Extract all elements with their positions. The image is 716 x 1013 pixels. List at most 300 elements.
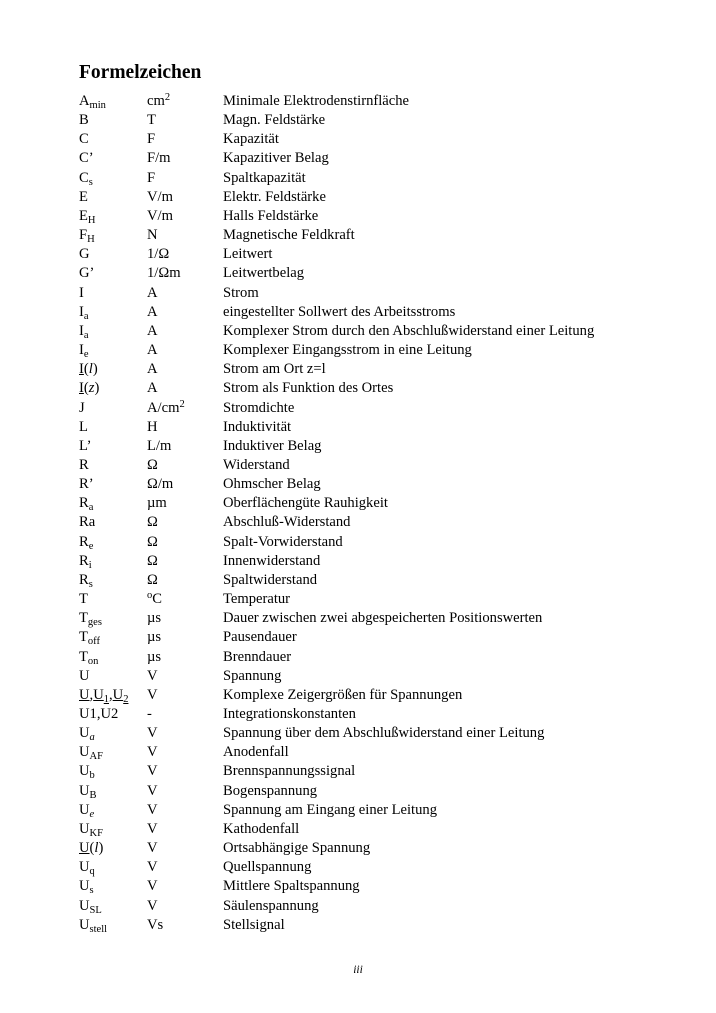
symbol-row (79, 724, 679, 743)
symbol-cell (79, 571, 93, 590)
symbol-base: U (79, 725, 90, 742)
unit-base: V (147, 782, 158, 799)
unit-cell (147, 552, 158, 571)
unit-base: µs (147, 648, 162, 665)
symbol-subscript: AF (89, 751, 103, 763)
symbol-row (79, 399, 679, 418)
symbol-base: U (79, 763, 90, 780)
symbol-row (79, 552, 679, 571)
symbol-base: R (79, 495, 89, 512)
symbol-base: U (79, 744, 90, 761)
symbol-cell (79, 877, 94, 896)
unit-base: A (147, 380, 158, 397)
unit-base: µs (147, 629, 162, 646)
description-cell: Induktivität (223, 418, 292, 435)
symbol-row (79, 245, 679, 264)
symbol-cell (79, 111, 89, 130)
unit-cell (147, 207, 173, 226)
symbol-subscript: a (88, 502, 94, 514)
symbol-cell (79, 782, 97, 801)
description-cell: Temperatur (223, 591, 291, 608)
description-cell: Strom als Funktion des Ortes (223, 380, 394, 397)
unit-cell (147, 609, 161, 628)
symbol-argument: z (88, 380, 95, 397)
unit-superscript: 2 (164, 92, 171, 103)
symbol-base: R (79, 552, 89, 569)
symbol-subscript: s (88, 578, 93, 590)
unit-base: µs (147, 610, 162, 627)
unit-cell (147, 686, 158, 705)
symbol-cell (79, 149, 94, 168)
description-cell: Säulenspannung (223, 897, 319, 914)
unit-cell (147, 188, 173, 207)
symbol-base: I (79, 284, 84, 301)
unit-cell (147, 858, 158, 877)
description-cell: Minimale Elektrodenstirnfläche (223, 93, 410, 109)
symbol-subscript: i (88, 559, 92, 571)
symbol-base: U (79, 667, 90, 684)
unit-cell (147, 820, 158, 839)
unit-base: A (147, 284, 158, 301)
symbol-row (79, 379, 679, 398)
symbol-base: R (79, 533, 89, 550)
symbol-subscript: H (87, 234, 95, 246)
description-cell: Magnetische Feldkraft (223, 227, 355, 244)
unit-base: N (147, 227, 158, 244)
symbol-row (79, 207, 679, 226)
description-cell: Induktiver Belag (223, 437, 322, 454)
unit-cell (147, 341, 158, 360)
unit-base: H (147, 418, 158, 435)
symbol-cell (79, 475, 94, 494)
description-cell: Kathodenfall (223, 820, 300, 837)
description-cell: Leitwertbelag (223, 265, 305, 282)
symbol-row (79, 456, 679, 475)
symbol-cell (79, 628, 100, 647)
symbol-row (79, 322, 679, 341)
symbol-base: R (79, 571, 89, 588)
unit-superscript: 2 (179, 398, 185, 410)
description-cell: Dauer zwischen zwei abgespeicherten Positionswerten (223, 610, 543, 627)
symbol-subscript: s (89, 885, 94, 897)
unit-cell (147, 418, 158, 437)
symbol-subscript: ges (87, 617, 102, 629)
unit-base: C (152, 591, 162, 608)
unit-cell (147, 513, 158, 532)
symbol-cell (79, 437, 91, 456)
description-cell: Strom am Ort z=l (223, 361, 326, 378)
symbol-cell (79, 552, 92, 571)
unit-cell (147, 475, 173, 494)
symbol-cell: $U,U_1,U_2$ (79, 686, 129, 705)
symbol-cell: U(l) (79, 840, 104, 857)
symbol-subscript: H (87, 214, 96, 226)
symbol-base: B (79, 112, 89, 129)
unit-cell (147, 877, 158, 896)
page-title: Formelzeichen (79, 62, 202, 83)
unit-base: Ω (147, 571, 158, 588)
symbol-base: C (79, 169, 89, 186)
unit-cell (147, 762, 158, 781)
unit-cell (147, 628, 161, 647)
symbol-row (79, 92, 679, 111)
symbol-base: G’ (79, 265, 95, 282)
unit-base: 1/Ω (147, 246, 170, 263)
unit-base: V (147, 878, 158, 895)
description-cell: Spannung (223, 667, 282, 684)
symbol-base: F (79, 227, 88, 244)
symbol-row (79, 877, 679, 896)
unit-base: A (147, 303, 158, 320)
symbol-row (79, 820, 679, 839)
unit-base: T (147, 112, 156, 129)
symbol-row (79, 130, 679, 149)
symbol-argument: l (94, 840, 99, 857)
symbol-row (79, 111, 679, 130)
unit-cell (147, 303, 158, 322)
unit-base: V/m (147, 188, 173, 205)
symbol-cell (79, 245, 90, 264)
symbol-row (79, 686, 679, 705)
symbol-row (79, 284, 679, 303)
unit-base: V (147, 897, 158, 914)
unit-base: F (147, 169, 156, 186)
symbol-row (79, 743, 679, 762)
unit-cell (147, 130, 155, 149)
unit-cell (147, 284, 158, 303)
symbol-cell (79, 264, 94, 283)
unit-base: V (147, 801, 158, 818)
symbol-cell (79, 897, 102, 916)
symbol-row (79, 149, 679, 168)
page-number: iii (353, 964, 363, 976)
description-cell: Spannung am Eingang einer Leitung (223, 801, 437, 818)
description-cell: Widerstand (223, 456, 290, 473)
unit-cell (147, 494, 167, 513)
unit-base: µm (147, 495, 167, 512)
description-cell: Leitwert (223, 246, 273, 263)
symbol-row (79, 648, 679, 667)
symbol-subscript: min (89, 100, 106, 111)
unit-cell (147, 916, 163, 935)
unit-cell (147, 149, 171, 168)
description-cell: Spaltkapazität (223, 169, 306, 186)
unit-superscript: o (147, 590, 153, 602)
symbol-row (79, 264, 679, 283)
symbol-base: I (79, 342, 84, 359)
unit-cell (147, 782, 158, 801)
symbol-subscript: a (83, 329, 89, 341)
description-cell: Ohmscher Belag (223, 476, 321, 493)
unit-base: L/m (147, 437, 172, 454)
symbol-subscript: off (87, 636, 100, 648)
unit-base: Ω/m (147, 476, 174, 493)
unit-base: V (147, 667, 158, 684)
symbol-cell (79, 648, 98, 667)
symbol-cell (79, 590, 88, 609)
symbol-row (79, 839, 679, 858)
symbol-cell (79, 399, 85, 418)
symbol-row (79, 705, 679, 724)
description-cell: Kapazitiver Belag (223, 150, 329, 167)
unit-base: 1/Ωm (147, 265, 181, 282)
description-cell: Spannung über dem Abschlußwiderstand einer Leitung (223, 725, 545, 742)
unit-base: V (147, 859, 158, 876)
symbol-row (79, 897, 679, 916)
unit-cell (147, 111, 156, 130)
symbol-row (79, 303, 679, 322)
description-cell: Spaltwiderstand (223, 571, 318, 588)
symbol-base: U (112, 686, 124, 703)
unit-base: F/m (147, 150, 171, 167)
unit-cell (147, 590, 162, 609)
symbol-cell (79, 284, 84, 303)
symbol-subscript: a (89, 732, 95, 744)
unit-cell (147, 571, 158, 590)
symbol-cell (79, 169, 93, 188)
unit-base: Ω (147, 456, 158, 473)
unit-cell (147, 456, 158, 475)
symbol-subscript: a (83, 310, 89, 322)
description-cell: Spalt-Vorwiderstand (223, 533, 343, 550)
description-cell: Pausendauer (223, 629, 297, 646)
symbol-base: U (79, 878, 90, 895)
description-cell: Halls Feldstärke (223, 207, 319, 224)
symbol-row (79, 533, 679, 552)
symbol-row (79, 801, 679, 820)
symbol-base: I (79, 303, 84, 320)
unit-base: V (147, 820, 158, 837)
symbol-cell (79, 705, 118, 724)
symbol-base: G (79, 246, 90, 263)
symbol-base: R (79, 456, 89, 473)
symbol-cell (79, 743, 103, 762)
symbol-cell (79, 820, 103, 839)
unit-base: V/m (147, 207, 173, 224)
unit-cell (147, 801, 158, 820)
symbol-cell (79, 130, 89, 149)
symbol-base: T (79, 629, 88, 646)
description-cell: Magn. Feldstärke (223, 112, 326, 129)
symbol-base: U (79, 686, 90, 703)
symbol-cell (79, 858, 95, 877)
unit-cell (147, 648, 161, 667)
symbol-row (79, 437, 679, 456)
symbol-row (79, 628, 679, 647)
unit-base: V (147, 725, 158, 742)
unit-base: V (147, 763, 158, 780)
symbol-row (79, 590, 679, 609)
symbol-base: C’ (79, 150, 94, 167)
symbol-row (79, 475, 679, 494)
symbol-cell (79, 513, 95, 532)
symbol-cell (79, 801, 94, 820)
description-cell: Komplexer Strom durch den Abschlußwiderstand einer Leitung (223, 322, 595, 339)
description-cell: eingestellter Sollwert des Arbeitsstroms (223, 303, 456, 320)
description-cell: Komplexe Zeigergrößen für Spannungen (223, 686, 463, 703)
symbol-base: U1,U2 (79, 706, 119, 722)
symbol-subscript: s (88, 176, 93, 188)
symbol-row (79, 169, 679, 188)
description-cell: Brennspannungssignal (223, 763, 356, 780)
symbol-base: U (79, 782, 90, 799)
unit-base: Ω (147, 552, 158, 569)
description-cell: Mittlere Spaltspannung (223, 878, 360, 895)
symbol-cell (79, 207, 96, 226)
symbol-base: I (79, 361, 84, 378)
symbol-row (79, 360, 679, 379)
unit-base: V (147, 840, 158, 857)
unit-base: Ω (147, 514, 158, 531)
symbol-cell (79, 609, 102, 628)
symbol-base: I (79, 380, 84, 397)
description-cell: Bogenspannung (223, 782, 318, 799)
description-cell: Stromdichte (223, 399, 295, 416)
symbol-base: C (79, 131, 89, 148)
symbol-cell (79, 226, 95, 245)
unit-cell (147, 705, 152, 724)
symbol-cell (79, 724, 95, 743)
symbol-subscript: SL (89, 904, 102, 916)
description-cell: Ortsabhängige Spannung (223, 840, 371, 857)
symbol-base: U (79, 840, 90, 857)
description-cell: Komplexer Eingangsstrom in eine Leitung (223, 342, 472, 359)
symbol-row (79, 762, 679, 781)
unit-cell (147, 322, 158, 341)
unit-base: A/cm (147, 399, 180, 416)
symbol-base: U (79, 820, 90, 837)
description-cell: Brenndauer (223, 648, 292, 665)
symbol-cell (79, 341, 89, 360)
symbol-base: T (79, 610, 88, 627)
symbol-subscript: e (83, 349, 89, 361)
unit-base: V (147, 744, 158, 761)
symbol-row (79, 667, 679, 686)
symbol-row (79, 513, 679, 532)
unit-base: - (147, 706, 152, 722)
description-cell: Abschluß-Widerstand (223, 514, 351, 531)
unit-base: cm (147, 93, 165, 109)
symbol-cell (79, 533, 93, 552)
unit-base: V (147, 686, 158, 703)
symbol-table (79, 92, 679, 935)
symbol-cell (79, 456, 89, 475)
unit-cell (147, 264, 181, 283)
symbol-subscript: e (88, 540, 94, 552)
symbol-row (79, 571, 679, 590)
unit-cell (147, 533, 158, 552)
symbol-row (79, 226, 679, 245)
symbol-row (79, 341, 679, 360)
symbol-row (79, 188, 679, 207)
symbol-cell: I(z) (79, 380, 100, 397)
description-cell: Elektr. Feldstärke (223, 188, 326, 205)
unit-base: Ω (147, 533, 158, 550)
symbol-base: R’ (79, 476, 94, 493)
description-cell: Anodenfall (223, 744, 289, 761)
symbol-row (79, 858, 679, 877)
description-cell: Oberflächengüte Rauhigkeit (223, 495, 388, 512)
unit-base: A (147, 361, 158, 378)
unit-cell (147, 743, 158, 762)
symbol-base: T (79, 648, 88, 665)
symbol-base: E (79, 207, 88, 224)
description-cell: Kapazität (223, 131, 279, 148)
symbol-row (79, 494, 679, 513)
unit-cell (147, 226, 158, 245)
unit-base: Vs (147, 916, 164, 933)
description-cell: Innenwiderstand (223, 552, 321, 569)
symbol-subscript: KF (89, 827, 103, 839)
unit-cell (147, 379, 158, 398)
unit-cell (147, 360, 158, 379)
symbol-base: Ra (79, 514, 96, 531)
symbol-subscript: 2 (123, 693, 129, 705)
description-cell: Quellspannung (223, 859, 312, 876)
symbol-base: E (79, 188, 88, 205)
symbol-cell (79, 322, 89, 341)
description-cell: Stellsignal (223, 916, 285, 933)
symbol-cell: I(l) (79, 361, 98, 378)
unit-base: F (147, 131, 156, 148)
symbol-row (79, 782, 679, 801)
symbol-base: L (79, 418, 88, 435)
unit-cell (147, 897, 158, 916)
unit-base: A (147, 322, 158, 339)
unit-cell (147, 437, 171, 456)
symbol-base: U (79, 859, 90, 876)
symbol-cell (79, 916, 107, 935)
symbol-cell (79, 188, 88, 207)
symbol-subscript: e (89, 808, 95, 820)
symbol-cell (79, 92, 106, 111)
unit-cell (147, 169, 155, 188)
unit-base: A (147, 342, 158, 359)
symbol-base: U (93, 686, 104, 703)
symbol-row (79, 418, 679, 437)
symbol-cell (79, 494, 93, 513)
symbol-cell (79, 303, 89, 322)
symbol-base: U (79, 916, 90, 933)
symbol-base: J (79, 399, 85, 416)
symbol-cell (79, 667, 90, 686)
symbol-cell (79, 418, 88, 437)
symbol-subscript: 1 (103, 693, 109, 705)
symbol-base: U (79, 801, 90, 818)
symbol-subscript: q (89, 866, 95, 878)
unit-cell (147, 724, 158, 743)
unit-cell (147, 245, 169, 264)
description-cell: Integrationskonstanten (223, 706, 356, 722)
symbol-subscript: b (89, 770, 95, 782)
symbol-base: A (79, 93, 90, 109)
description-cell: Strom (223, 284, 259, 301)
symbol-argument: l (88, 361, 93, 378)
symbol-base: I (79, 322, 84, 339)
unit-cell (147, 399, 185, 418)
symbol-base: U (79, 897, 90, 914)
symbol-subscript: B (89, 789, 97, 801)
symbol-base: T (79, 591, 88, 608)
symbol-subscript: stell (89, 923, 108, 935)
unit-cell (147, 667, 158, 686)
symbol-row (79, 609, 679, 628)
symbol-base: L’ (79, 437, 92, 454)
unit-cell (147, 839, 158, 858)
symbol-row (79, 916, 679, 935)
unit-cell (147, 92, 170, 111)
symbol-subscript: on (87, 655, 99, 667)
